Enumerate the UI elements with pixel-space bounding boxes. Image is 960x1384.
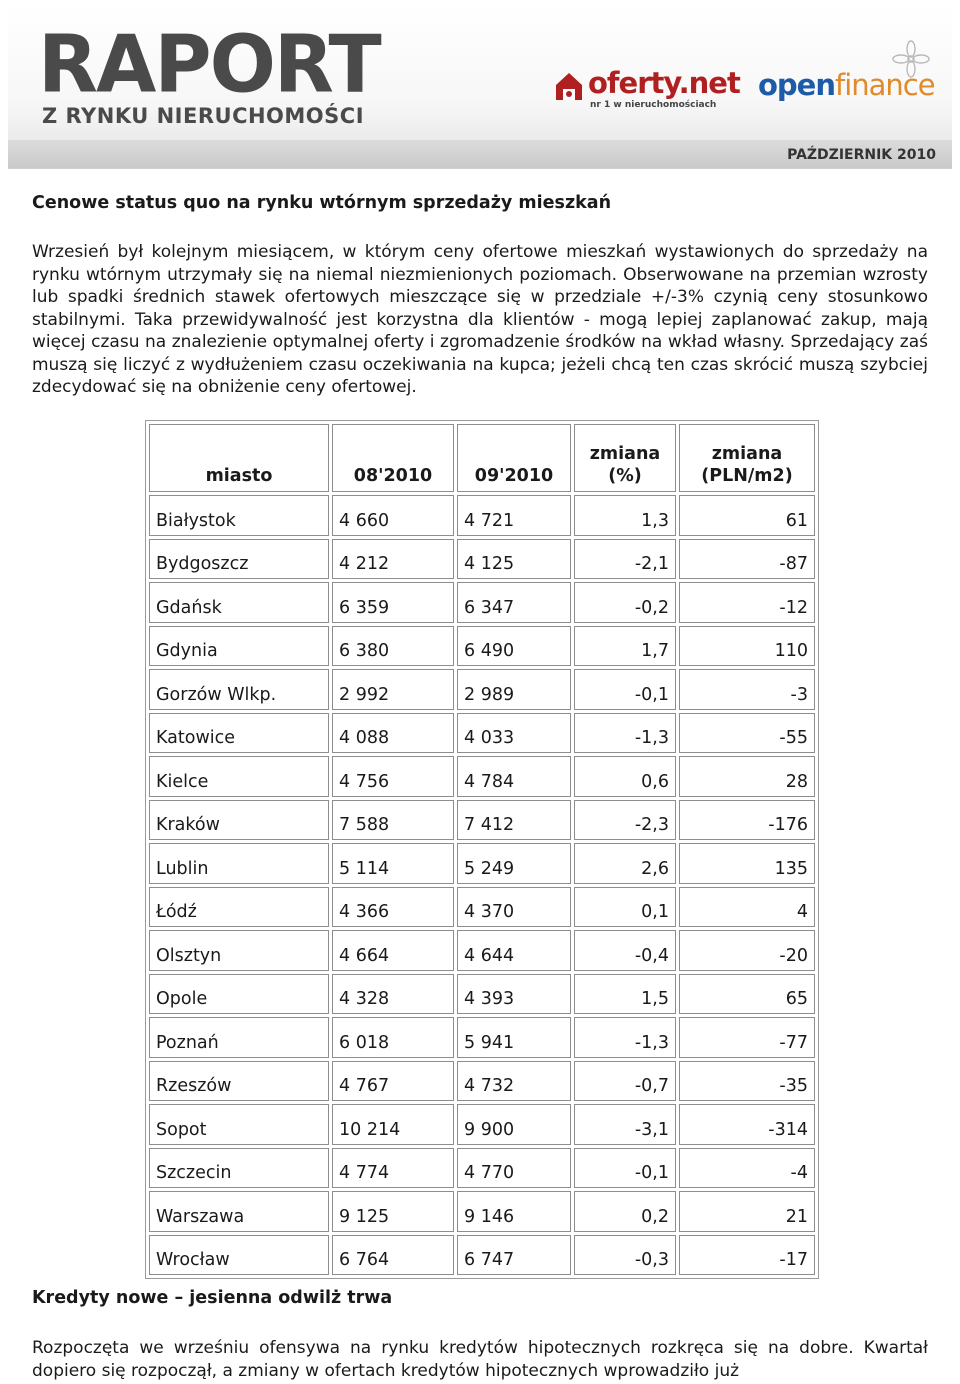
cell-sep: 9 900 <box>457 1104 571 1145</box>
table-row <box>149 495 815 536</box>
table-row <box>149 930 815 971</box>
col-header-pln-line2: (PLN/m2) <box>701 466 793 486</box>
cell-city: Olsztyn <box>149 930 329 971</box>
cell-aug: 7 588 <box>332 800 454 841</box>
cell-pln: 61 <box>679 495 815 536</box>
cell-pct: -0,4 <box>574 930 676 971</box>
cell-pct: -2,1 <box>574 539 676 580</box>
flower-icon <box>892 40 930 78</box>
section-heading-credits: Kredyty nowe – jesienna odwilż trwa <box>32 1288 393 1308</box>
cell-pct: -3,1 <box>574 1104 676 1145</box>
table-row <box>149 1148 815 1189</box>
table-row <box>149 800 815 841</box>
cell-city: Kielce <box>149 756 329 797</box>
oferty-net-name: oferty.net <box>588 66 740 100</box>
house-icon <box>554 70 584 102</box>
cell-pln: -12 <box>679 582 815 623</box>
cell-aug: 4 366 <box>332 887 454 928</box>
cell-aug: 4 774 <box>332 1148 454 1189</box>
cell-city: Wrocław <box>149 1235 329 1276</box>
cell-pln: -55 <box>679 713 815 754</box>
cell-aug: 4 767 <box>332 1061 454 1102</box>
cell-aug: 10 214 <box>332 1104 454 1145</box>
section-heading-prices: Cenowe status quo na rynku wtórnym sprzedaży mieszkań <box>32 193 612 213</box>
cell-sep: 4 784 <box>457 756 571 797</box>
cell-pln: -3 <box>679 669 815 710</box>
price-table <box>145 420 819 1279</box>
cell-city: Poznań <box>149 1017 329 1058</box>
col-header-city: miasto <box>149 424 329 492</box>
cell-city: Szczecin <box>149 1148 329 1189</box>
cell-sep: 4 125 <box>457 539 571 580</box>
cell-sep: 4 732 <box>457 1061 571 1102</box>
cell-aug: 5 114 <box>332 843 454 884</box>
cell-sep: 7 412 <box>457 800 571 841</box>
cell-city: Gdynia <box>149 626 329 667</box>
cell-city: Lublin <box>149 843 329 884</box>
cell-pln: 21 <box>679 1191 815 1232</box>
table-row <box>149 669 815 710</box>
cell-city: Warszawa <box>149 1191 329 1232</box>
table-header-row <box>149 424 815 492</box>
cell-aug: 4 660 <box>332 495 454 536</box>
table-row <box>149 1235 815 1276</box>
cell-sep: 6 347 <box>457 582 571 623</box>
cell-city: Opole <box>149 974 329 1015</box>
cell-pln: 110 <box>679 626 815 667</box>
col-header-pct-line1: zmiana <box>589 444 661 464</box>
table-row <box>149 843 815 884</box>
cell-pct: 1,7 <box>574 626 676 667</box>
cell-pct: -1,3 <box>574 713 676 754</box>
report-title: RAPORT <box>38 19 380 111</box>
cell-sep: 5 249 <box>457 843 571 884</box>
cell-pln: 65 <box>679 974 815 1015</box>
cell-pct: -2,3 <box>574 800 676 841</box>
cell-sep: 6 747 <box>457 1235 571 1276</box>
cell-city: Sopot <box>149 1104 329 1145</box>
cell-aug: 4 328 <box>332 974 454 1015</box>
table-row <box>149 974 815 1015</box>
open-finance-name-finance: finance <box>835 68 935 102</box>
report-banner <box>8 4 952 169</box>
cell-aug: 6 359 <box>332 582 454 623</box>
table-row <box>149 1061 815 1102</box>
cell-sep: 4 721 <box>457 495 571 536</box>
cell-city: Rzeszów <box>149 1061 329 1102</box>
cell-pln: -20 <box>679 930 815 971</box>
cell-aug: 9 125 <box>332 1191 454 1232</box>
cell-city: Łódź <box>149 887 329 928</box>
cell-pct: -0,1 <box>574 669 676 710</box>
section-paragraph-prices: Wrzesień był kolejnym miesiącem, w którym ceny ofertowe mieszkań wystawionych do sprzedaży na rynku wtórnym utrzymały się na niemal niezmienionych poziomach. Obserwowane na przemian wzrosty lub spadki średnich stawek ofertowych mieszczące się w przedziale +/-3% czynią ceny stosunkowo stabilnymi. Taka przewidywalność jest korzystna dla klientów - mogą lepiej zaplanować zakup, mają więcej czasu na znalezienie optymalnej oferty i zgromadzenie środków na wkład własny. Sprzedający zaś muszą się liczyć z wydłużeniem czasu oczekiwania na kupca; jeżeli chcą ten czas skrócić muszą szybciej zdecydować się na obniżenie ceny ofertowej. <box>32 242 928 397</box>
cell-sep: 4 770 <box>457 1148 571 1189</box>
table-row <box>149 539 815 580</box>
col-header-pln <box>679 424 815 492</box>
cell-pct: 0,2 <box>574 1191 676 1232</box>
cell-pct: -0,7 <box>574 1061 676 1102</box>
table-row <box>149 887 815 928</box>
cell-city: Bydgoszcz <box>149 539 329 580</box>
cell-city: Gorzów Wlkp. <box>149 669 329 710</box>
cell-pct: -0,2 <box>574 582 676 623</box>
cell-pln: -176 <box>679 800 815 841</box>
open-finance-name-open: open <box>758 68 835 102</box>
cell-pct: 1,5 <box>574 974 676 1015</box>
cell-pln: -77 <box>679 1017 815 1058</box>
cell-pct: 2,6 <box>574 843 676 884</box>
table-row <box>149 626 815 667</box>
cell-sep: 4 370 <box>457 887 571 928</box>
cell-pln: 4 <box>679 887 815 928</box>
table-row <box>149 713 815 754</box>
oferty-net-tagline: nr 1 w nieruchomościach <box>590 100 717 110</box>
cell-pct: 0,6 <box>574 756 676 797</box>
cell-sep: 2 989 <box>457 669 571 710</box>
cell-aug: 6 380 <box>332 626 454 667</box>
cell-city: Gdańsk <box>149 582 329 623</box>
col-header-pct-line2: (%) <box>608 466 642 486</box>
cell-pln: -314 <box>679 1104 815 1145</box>
cell-pln: 28 <box>679 756 815 797</box>
table-row <box>149 1104 815 1145</box>
cell-city: Białystok <box>149 495 329 536</box>
cell-pct: -0,1 <box>574 1148 676 1189</box>
section-paragraph-credits: Rozpoczęta we wrześniu ofensywa na rynku kredytów hipotecznych rozkręca się na dobre. Kwartał dopiero się rozpoczął, a zmiany w ofertach kredytów hipotecznych wprowadziło już <box>32 1338 928 1381</box>
cell-sep: 4 393 <box>457 974 571 1015</box>
cell-city: Katowice <box>149 713 329 754</box>
col-header-sep: 09'2010 <box>457 424 571 492</box>
cell-pln: 135 <box>679 843 815 884</box>
table-row <box>149 1017 815 1058</box>
cell-aug: 6 764 <box>332 1235 454 1276</box>
col-header-aug: 08'2010 <box>332 424 454 492</box>
table-row <box>149 756 815 797</box>
cell-aug: 4 664 <box>332 930 454 971</box>
col-header-pln-line1: zmiana <box>711 444 783 464</box>
col-header-pct <box>574 424 676 492</box>
cell-pln: -35 <box>679 1061 815 1102</box>
cell-pct: 0,1 <box>574 887 676 928</box>
report-date: PAŹDZIERNIK 2010 <box>787 147 936 163</box>
table-row <box>149 582 815 623</box>
cell-city: Kraków <box>149 800 329 841</box>
report-subtitle: Z RYNKU NIERUCHOMOŚCI <box>42 104 365 128</box>
cell-sep: 6 490 <box>457 626 571 667</box>
cell-sep: 5 941 <box>457 1017 571 1058</box>
cell-pln: -4 <box>679 1148 815 1189</box>
cell-pct: -0,3 <box>574 1235 676 1276</box>
cell-aug: 4 756 <box>332 756 454 797</box>
cell-sep: 4 644 <box>457 930 571 971</box>
cell-pln: -17 <box>679 1235 815 1276</box>
cell-sep: 4 033 <box>457 713 571 754</box>
cell-aug: 4 088 <box>332 713 454 754</box>
cell-pln: -87 <box>679 539 815 580</box>
table-body <box>149 495 815 1275</box>
cell-aug: 6 018 <box>332 1017 454 1058</box>
cell-pct: -1,3 <box>574 1017 676 1058</box>
cell-aug: 2 992 <box>332 669 454 710</box>
cell-aug: 4 212 <box>332 539 454 580</box>
table-row <box>149 1191 815 1232</box>
cell-pct: 1,3 <box>574 495 676 536</box>
cell-sep: 9 146 <box>457 1191 571 1232</box>
